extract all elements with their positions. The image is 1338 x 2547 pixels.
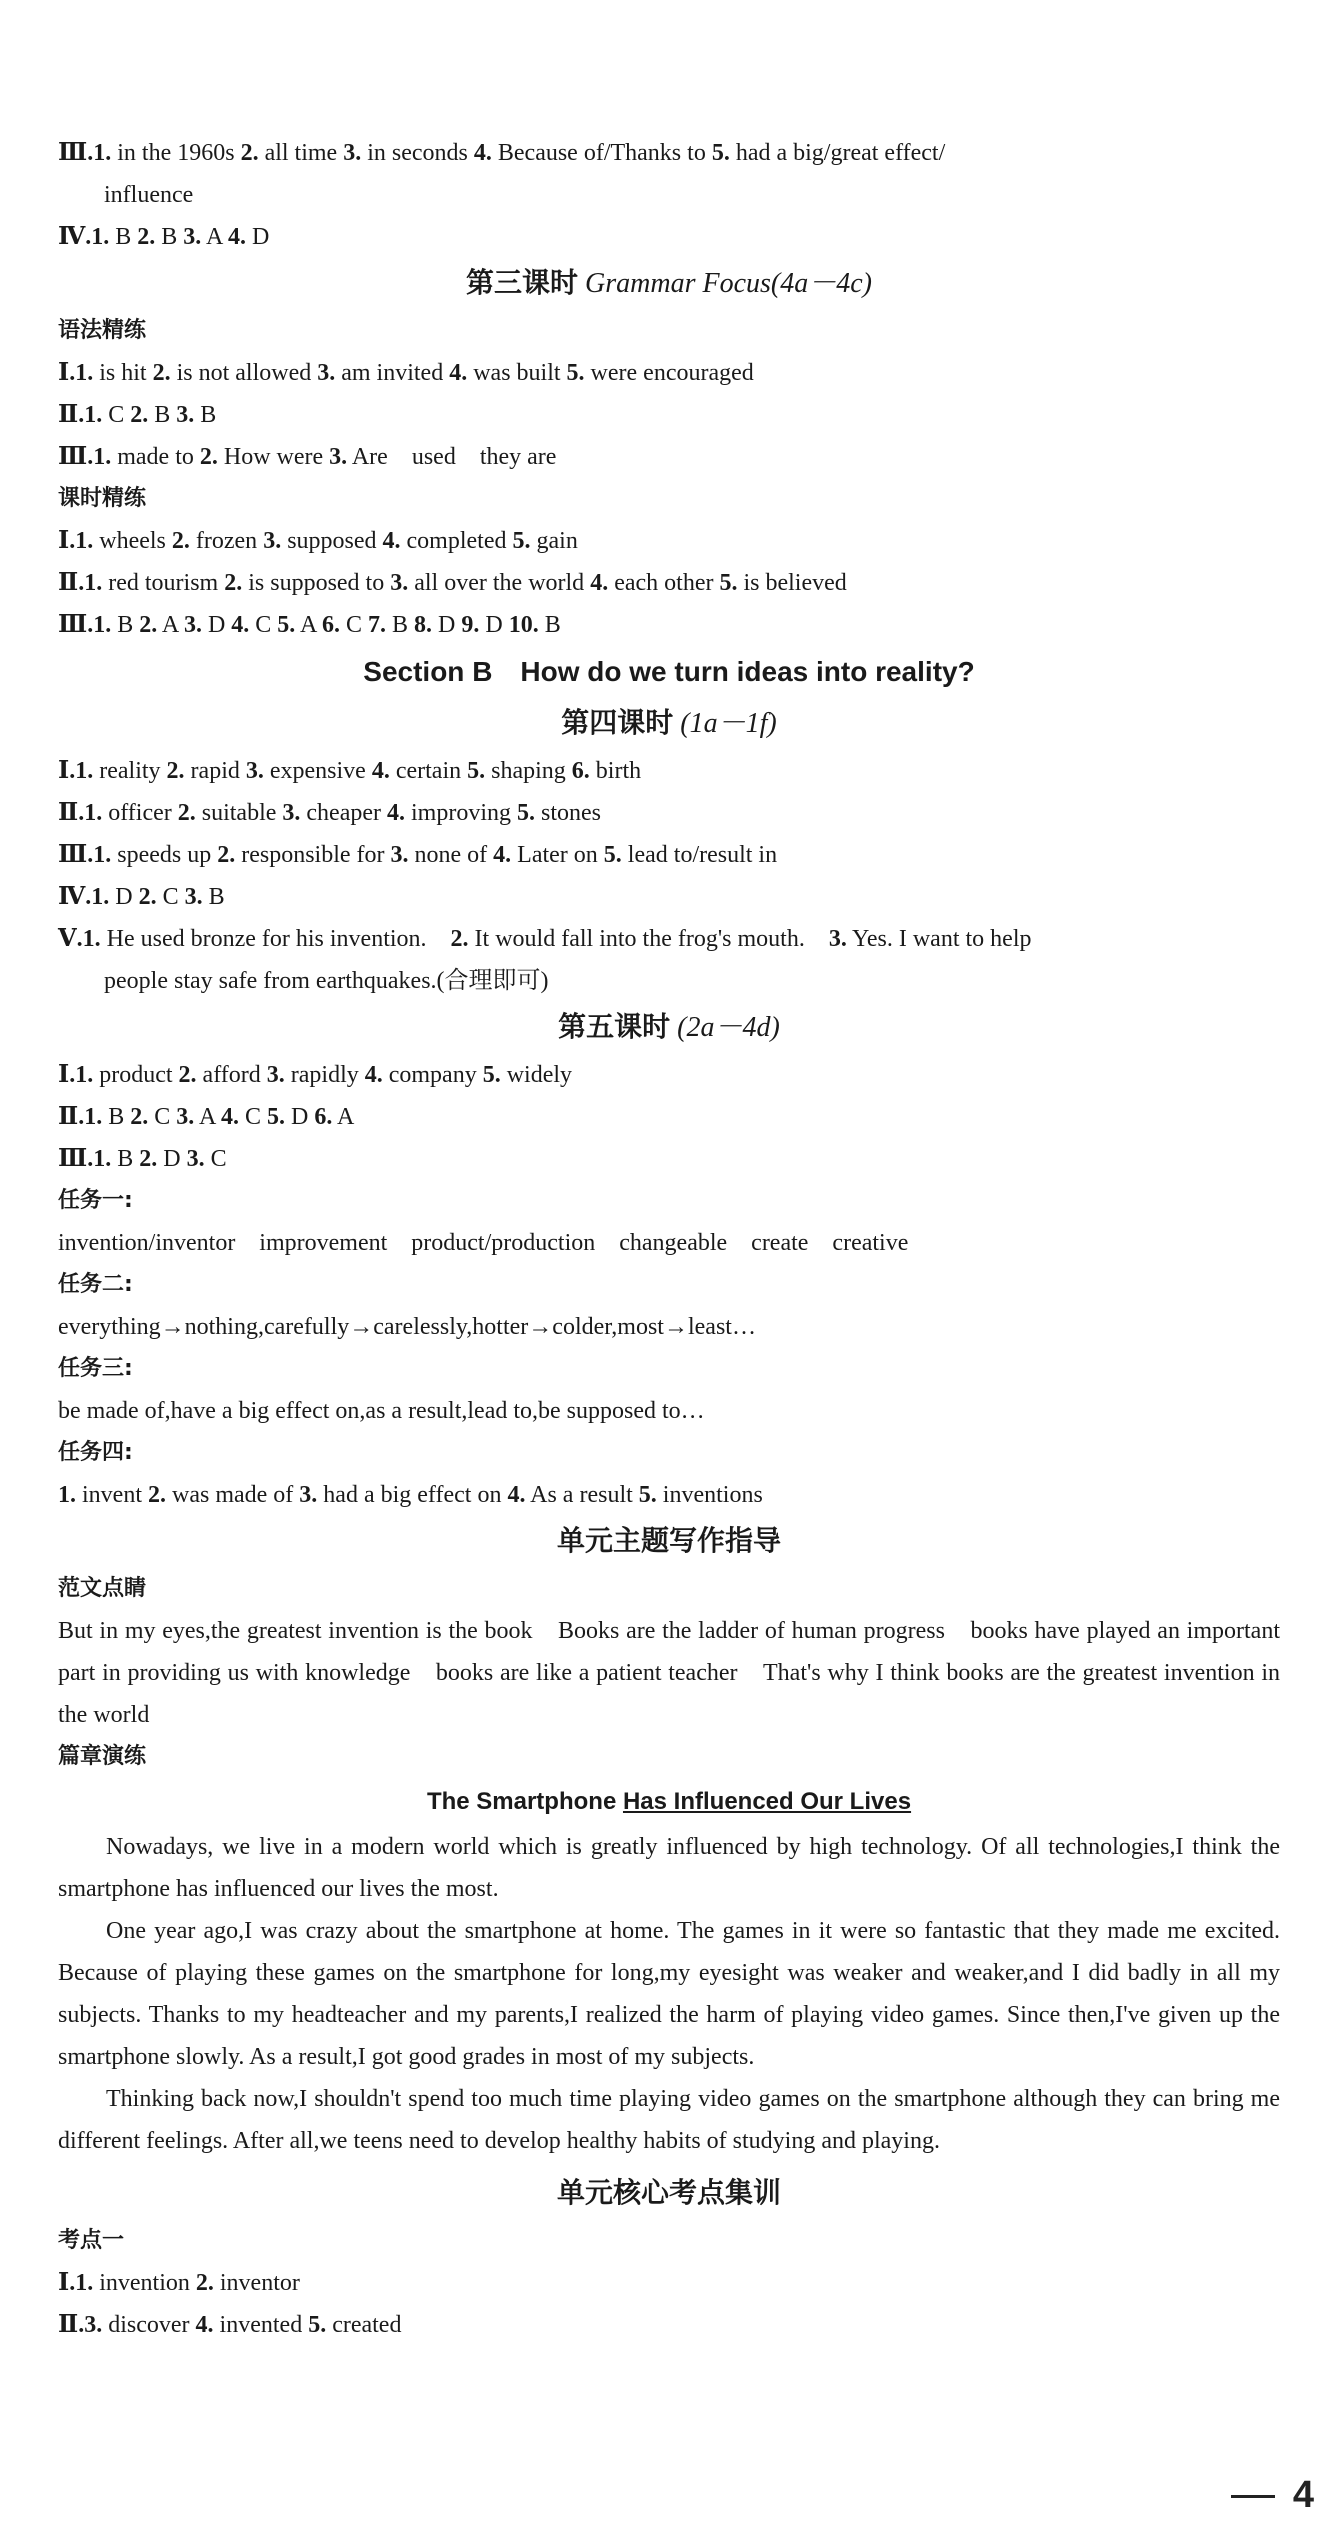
item-number: 5. — [266, 1104, 285, 1130]
practice-heading: 课时精练 — [58, 486, 147, 511]
item-number: 4. — [493, 842, 512, 868]
lesson4-line-5-continuation: people stay safe from earthquakes.(合理即可) — [104, 968, 549, 994]
item-number: 3. — [186, 1146, 205, 1172]
essay-title-underlined: Has Influenced Our Lives — [622, 1788, 912, 1815]
item-number: 5. — [719, 570, 738, 596]
item-number: 5. — [467, 758, 486, 784]
answer-text: lead to/result in — [621, 842, 778, 868]
item-number: 3. — [84, 2312, 103, 2338]
answer-text: D — [201, 612, 232, 638]
answer-text: was made of — [166, 1482, 300, 1508]
item-number: 5. — [308, 2312, 327, 2338]
answer-text: rapidly — [284, 1062, 365, 1088]
answer-text: How were — [217, 444, 330, 470]
lesson3-title — [58, 258, 1280, 310]
answer-text: expensive — [263, 758, 372, 784]
answer-text: is believed — [737, 570, 847, 596]
answer-text: D — [109, 884, 139, 910]
roman-numeral: Ⅲ. — [58, 444, 94, 470]
item-number: 1. — [82, 926, 101, 952]
essay-title-part: The Smartphone — [426, 1788, 623, 1815]
lesson-title-cn: 第五课时 — [558, 1012, 678, 1043]
lesson-title-cn: 第三课时 — [466, 268, 586, 299]
item-number: 1. — [84, 1104, 103, 1130]
item-number: 2. — [240, 140, 259, 166]
answer-text: D — [432, 612, 462, 638]
answer-text: It would fall into the frog's mouth. — [468, 926, 829, 952]
item-number: 5. — [277, 612, 296, 638]
item-number: 1. — [93, 444, 112, 470]
item-number: 1. — [75, 758, 94, 784]
essay-title — [58, 1778, 1280, 1826]
grammar-line-2 — [58, 394, 1280, 436]
item-number: 2. — [171, 528, 190, 554]
section-b-title: Section B How do we turn ideas into reality? — [363, 656, 975, 687]
item-number: 2. — [224, 570, 243, 596]
answer-text: were encouraged — [584, 360, 754, 386]
answer-text: had a big/great effect/ — [729, 140, 946, 166]
essay-paragraph-3: Thinking back now,I shouldn't spend too much time playing video games on the smartphone although they can bring me different feelings. After all,we teens need to develop healthy habits of studying and playing. — [58, 2086, 1280, 2154]
page-number: 4 — [1292, 2474, 1314, 2516]
answer-text: officer — [102, 800, 178, 826]
task1-heading: 任务一: — [58, 1188, 133, 1213]
roman-numeral: Ⅰ. — [58, 360, 76, 386]
answer-text: A — [201, 224, 228, 250]
item-number: 6. — [571, 758, 590, 784]
answer-line-continuation: influence — [104, 182, 194, 208]
answer-text: Later on — [511, 842, 604, 868]
item-number: 4. — [195, 2312, 214, 2338]
lesson-title-cn: 第四课时 — [561, 708, 681, 739]
answer-text: am invited — [335, 360, 450, 386]
item-number: 4. — [590, 570, 609, 596]
lesson-range: (1a－1f) — [680, 708, 777, 739]
item-number: 3. — [343, 140, 362, 166]
item-number: 2. — [152, 360, 171, 386]
answer-text: gain — [530, 528, 578, 554]
item-number: 5. — [566, 360, 585, 386]
item-number: 3. — [183, 612, 202, 638]
item-number: 4. — [371, 758, 390, 784]
answer-text: product — [93, 1062, 179, 1088]
roman-numeral: Ⅱ. — [58, 402, 85, 428]
lesson4-line-3 — [58, 834, 1280, 876]
answer-text: completed — [400, 528, 513, 554]
answer-text: rapid — [184, 758, 246, 784]
essay-paragraph-1: Nowadays, we live in a modern world which is greatly influenced by high technology. Of all technologies,I think the smartphone has influenced our lives the most. — [58, 1834, 1280, 1902]
item-number: 5. — [517, 800, 536, 826]
answer-text: supposed — [281, 528, 383, 554]
practice-line-3 — [58, 604, 1280, 646]
lesson4-line-2 — [58, 792, 1280, 834]
item-number: 2. — [130, 1104, 149, 1130]
answer-text: company — [382, 1062, 483, 1088]
answer-text: B — [148, 402, 177, 428]
roman-numeral: Ⅰ. — [58, 528, 76, 554]
answer-text: all time — [258, 140, 344, 166]
item-number: 4. — [227, 224, 246, 250]
answer-text: invent — [76, 1482, 148, 1508]
task3-heading: 任务三: — [58, 1356, 133, 1381]
item-number: 3. — [299, 1482, 318, 1508]
item-number: 3. — [390, 842, 409, 868]
task2-answer: everything→nothing,carefully→carelessly,hotter→colder,most→least… — [58, 1314, 756, 1340]
lesson-range: (2a－4d) — [677, 1012, 780, 1043]
core-line-1 — [58, 2262, 1280, 2304]
answer-text: each other — [608, 570, 720, 596]
item-number: 1. — [91, 884, 110, 910]
writing-guide-title: 单元主题写作指导 — [556, 1526, 781, 1557]
item-number: 6. — [314, 1104, 333, 1130]
answer-text: D — [284, 1104, 315, 1130]
item-number: 2. — [139, 612, 158, 638]
answer-text: C — [102, 402, 131, 428]
roman-numeral: Ⅳ. — [58, 884, 92, 910]
answer-text: improving — [405, 800, 518, 826]
roman-numeral: Ⅱ. — [58, 2312, 85, 2338]
point1-heading: 考点一 — [58, 2228, 125, 2253]
answer-text: shaping — [485, 758, 572, 784]
answer-text: C — [204, 1146, 227, 1172]
answer-text: reality — [93, 758, 167, 784]
answer-text: red tourism — [102, 570, 225, 596]
answer-text: D — [157, 1146, 187, 1172]
answer-text: Are used they are — [347, 444, 557, 470]
answer-text: all over the world — [408, 570, 591, 596]
answer-text: B — [111, 1146, 140, 1172]
answer-text: C — [156, 884, 185, 910]
answer-text: A — [332, 1104, 355, 1130]
answer-text: none of — [408, 842, 494, 868]
answer-text: was built — [467, 360, 567, 386]
practice-line-1 — [58, 520, 1280, 562]
roman-numeral: Ⅲ. — [58, 1146, 94, 1172]
answer-text: D — [479, 612, 509, 638]
task1-answer: invention/inventor improvement product/production changeable create creative — [58, 1230, 909, 1256]
model-essay-text: But in my eyes,the greatest invention is the book Books are the ladder of human progress books have played an important part in providing us with knowledge books are like a patient teacher That's why I think books are the greatest invention in the world — [58, 1618, 1280, 1728]
roman-numeral: Ⅱ. — [58, 800, 85, 826]
answer-text: B — [111, 612, 140, 638]
item-number: 4. — [220, 1104, 239, 1130]
answer-text: Because of/Thanks to — [491, 140, 712, 166]
answer-text: invented — [213, 2312, 309, 2338]
roman-numeral: Ⅲ. — [58, 842, 94, 868]
answer-text: B — [194, 402, 217, 428]
answer-text: He used bronze for his invention. — [100, 926, 451, 952]
lesson4-line-1 — [58, 750, 1280, 792]
item-number: 4. — [382, 528, 401, 554]
item-number: 1. — [93, 1146, 112, 1172]
answer-line-4 — [58, 216, 1280, 258]
page-number-footer — [1231, 2470, 1314, 2520]
answer-text: inventions — [656, 1482, 763, 1508]
roman-numeral: Ⅲ. — [58, 140, 94, 166]
lesson5-line-2 — [58, 1096, 1280, 1138]
item-number: 4. — [507, 1482, 526, 1508]
lesson-range: (4a－4c) — [770, 268, 872, 299]
item-number: 5. — [638, 1482, 657, 1508]
answer-key-page — [58, 132, 1280, 2346]
item-number: 3. — [176, 402, 195, 428]
answer-text: C — [339, 612, 368, 638]
item-number: 8. — [414, 612, 433, 638]
grammar-line-1 — [58, 352, 1280, 394]
item-number: 4. — [387, 800, 406, 826]
answer-text: birth — [589, 758, 642, 784]
answer-text: had a big effect on — [317, 1482, 508, 1508]
answer-text: is hit — [93, 360, 153, 386]
item-number: 6. — [321, 612, 340, 638]
item-number: 2. — [166, 758, 185, 784]
item-number: 1. — [91, 224, 110, 250]
answer-text: A — [157, 612, 184, 638]
item-number: 4. — [473, 140, 492, 166]
answer-text: invention — [93, 2270, 196, 2296]
answer-text: As a result — [525, 1482, 639, 1508]
task3-answer: be made of,have a big effect on,as a result,lead to,be supposed to… — [58, 1398, 705, 1424]
task4-answer — [58, 1474, 1280, 1516]
lesson-title-en: Grammar Focus — [585, 268, 771, 299]
item-number: 1. — [93, 842, 112, 868]
item-number: 3. — [183, 224, 202, 250]
item-number: 1. — [84, 570, 103, 596]
answer-text: frozen — [189, 528, 264, 554]
item-number: 1. — [75, 1062, 94, 1088]
item-number: 3. — [828, 926, 847, 952]
answer-text: C — [249, 612, 278, 638]
answer-text: B — [109, 224, 138, 250]
roman-numeral: Ⅱ. — [58, 570, 85, 596]
lesson5-line-1 — [58, 1054, 1280, 1096]
roman-numeral: Ⅴ. — [58, 926, 83, 952]
lesson4-line-4 — [58, 876, 1280, 918]
item-number: 3. — [245, 758, 264, 784]
answer-text: B — [102, 1104, 131, 1130]
core-line-2 — [58, 2304, 1280, 2346]
item-number: 2. — [130, 402, 149, 428]
lesson5-title — [58, 1002, 1280, 1054]
item-number: 3. — [282, 800, 301, 826]
answer-text: C — [148, 1104, 177, 1130]
footer-dash — [1231, 2495, 1275, 2498]
item-number: 9. — [461, 612, 480, 638]
lesson4-line-5 — [58, 918, 1280, 960]
answer-text: B — [386, 612, 415, 638]
grammar-heading: 语法精练 — [58, 318, 147, 343]
answer-text: A — [295, 612, 322, 638]
item-number: 3. — [317, 360, 336, 386]
item-number: 5. — [512, 528, 531, 554]
item-number: 2. — [177, 800, 196, 826]
essay-practice-heading: 篇章演练 — [58, 1744, 147, 1769]
answer-text: is not allowed — [170, 360, 318, 386]
answer-line-3 — [58, 132, 1280, 174]
roman-numeral: Ⅰ. — [58, 2270, 76, 2296]
item-number: 1. — [84, 800, 103, 826]
item-number: 2. — [138, 884, 157, 910]
item-number: 4. — [364, 1062, 383, 1088]
item-number: 2. — [195, 2270, 214, 2296]
answer-text: widely — [500, 1062, 573, 1088]
item-number: 1. — [58, 1482, 76, 1508]
roman-numeral: Ⅰ. — [58, 1062, 76, 1088]
answer-text: certain — [389, 758, 468, 784]
practice-line-2 — [58, 562, 1280, 604]
item-number: 7. — [368, 612, 386, 638]
roman-numeral: Ⅲ. — [58, 612, 94, 638]
answer-text: cheaper — [300, 800, 388, 826]
item-number: 1. — [75, 360, 94, 386]
answer-text: made to — [111, 444, 200, 470]
answer-text: Yes. I want to help — [846, 926, 1032, 952]
item-number: 4. — [231, 612, 250, 638]
grammar-line-3 — [58, 436, 1280, 478]
roman-numeral: Ⅰ. — [58, 758, 76, 784]
answer-text: suitable — [195, 800, 283, 826]
item-number: 2. — [450, 926, 469, 952]
lesson5-line-3 — [58, 1138, 1280, 1180]
answer-text: is supposed to — [242, 570, 391, 596]
answer-text: C — [238, 1104, 267, 1130]
answer-text: in the 1960s — [111, 140, 241, 166]
answer-text: B — [538, 612, 561, 638]
item-number: 2. — [217, 842, 236, 868]
model-essay-heading: 范文点睛 — [58, 1576, 147, 1601]
item-number: 3. — [329, 444, 348, 470]
answer-text: created — [326, 2312, 402, 2338]
answer-text: responsible for — [235, 842, 391, 868]
item-number: 2. — [148, 1482, 166, 1508]
answer-text: in seconds — [361, 140, 474, 166]
item-number: 2. — [139, 1146, 158, 1172]
essay-paragraph-2: One year ago,I was crazy about the smartphone at home. The games in it were so fantastic that they made me excited. Because of playing these games on the smartphone for long,my eyesight was weaker and weaker,and I did badly in all my subjects. Thanks to my headteacher and my parents,I realized the harm of playing video games. Since then,I've given up the smartphone slowly. As a result,I got good grades in most of my subjects. — [58, 1918, 1280, 2070]
item-number: 3. — [184, 884, 203, 910]
item-number: 3. — [176, 1104, 195, 1130]
answer-text: inventor — [213, 2270, 300, 2296]
item-number: 3. — [266, 1062, 285, 1088]
item-number: 1. — [93, 612, 112, 638]
lesson4-title — [58, 698, 1280, 750]
task2-heading: 任务二: — [58, 1272, 133, 1297]
item-number: 10. — [508, 612, 539, 638]
answer-text: speeds up — [111, 842, 218, 868]
core-points-title: 单元核心考点集训 — [556, 2178, 781, 2209]
item-number: 5. — [482, 1062, 501, 1088]
item-number: 5. — [711, 140, 730, 166]
item-number: 2. — [199, 444, 218, 470]
roman-numeral: Ⅱ. — [58, 1104, 85, 1130]
task4-heading: 任务四: — [58, 1440, 133, 1465]
item-number: 2. — [178, 1062, 197, 1088]
item-number: 3. — [263, 528, 282, 554]
answer-text: afford — [196, 1062, 267, 1088]
answer-text: B — [202, 884, 225, 910]
item-number: 1. — [75, 528, 94, 554]
item-number: 1. — [84, 402, 103, 428]
answer-text: B — [155, 224, 184, 250]
item-number: 1. — [75, 2270, 94, 2296]
item-number: 5. — [603, 842, 622, 868]
item-number: 2. — [137, 224, 156, 250]
item-number: 1. — [93, 140, 112, 166]
answer-text: D — [245, 224, 270, 250]
answer-text: A — [194, 1104, 221, 1130]
roman-numeral: Ⅳ. — [58, 224, 92, 250]
answer-text: wheels — [93, 528, 172, 554]
answer-text: stones — [535, 800, 602, 826]
item-number: 4. — [449, 360, 468, 386]
item-number: 3. — [390, 570, 409, 596]
answer-text: discover — [102, 2312, 196, 2338]
